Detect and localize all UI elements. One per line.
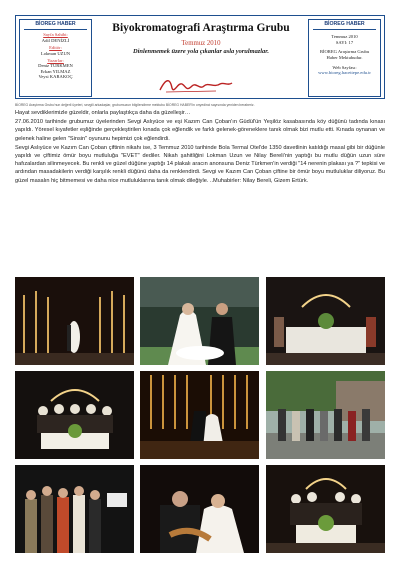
- masthead-right-box: [308, 19, 381, 97]
- right-box-title: BİOREG HABER: [324, 21, 365, 27]
- article-paragraph: 27.06.2010 tarihinde grubumuz üyelerinden Sevgi Aslıyüce ve eşi Kazım Can Çoban'ın Güdül'ün Yeşilöz kasabasında köy düğünü tadında kınası yapıldı. Yöresel kıyafetler eşliğinde gerçekleştirilen kınada çok eğlendik ve farklı gelenek-göreneklere tanık olmak bizi mutlu etti. Kınada oynanan ve gelenek haline gelen "Sinsin" oyununu hepimizi çok eğlendirdi.: [15, 119, 385, 142]
- newsletter-page: [15, 15, 385, 553]
- publisher-line: BİOREG Araştırma Grubu: [319, 49, 370, 55]
- article-body: [15, 109, 385, 185]
- wedding-photo: [15, 277, 134, 365]
- intro-notice: BİOREG Araştırma Grubu'nun değerli üyeleri, sevgili arkadaşlar, grubumuzun bilgilendirme mektubu BİOREG HABER'in onyedinci sayısında yeniden beraberiz.: [15, 103, 255, 107]
- masthead-left-box: [19, 19, 92, 97]
- wedding-photo: [15, 465, 134, 553]
- wedding-photo: [266, 371, 385, 459]
- right-box-date: Temmuz 2010: [331, 34, 358, 40]
- article-paragraph: Hayat sevdiklerimizle güzeldir, onlarla paylaştıkça daha da güzelleşir…: [15, 110, 191, 116]
- wedding-photo: [15, 371, 134, 459]
- wedding-photo: [140, 277, 259, 365]
- newsletter-header: [15, 15, 385, 99]
- wedding-photo: [140, 465, 259, 553]
- issue-date: Temmuz 2010: [181, 40, 221, 47]
- staff-name: Veysi KARAKOÇ: [38, 74, 73, 80]
- web-link[interactable]: www.bioreg.hacettepe.edu.tr: [318, 70, 371, 76]
- wedding-photo: [266, 277, 385, 365]
- divider: [313, 29, 376, 30]
- issue-number: SAYI: 17: [335, 39, 354, 45]
- photo-grid: [15, 277, 385, 555]
- staff-label: Editör:: [49, 45, 62, 51]
- staff-name: Lokman UZUN: [40, 50, 71, 56]
- staff-label: Yazarlar:: [47, 58, 64, 64]
- motto: Dinlenmemek üzere yola çıkanlar asla yorulmazlar.: [133, 48, 269, 55]
- wedding-photo: [266, 465, 385, 553]
- masthead-center: [94, 22, 308, 55]
- group-title: Biyokromatografi Araştırma Grubu: [112, 22, 290, 34]
- web-label: Web Sayfası:: [332, 65, 357, 71]
- left-box-title: BİOREG HABER: [35, 21, 76, 27]
- staff-name: Adil DENİZLİ: [41, 37, 70, 43]
- staff-label: Sayfa Sahibi:: [43, 32, 68, 38]
- publisher-line: Haber Mektubudur.: [326, 54, 363, 60]
- divider: [24, 29, 87, 30]
- signature-icon: [156, 74, 236, 96]
- article-paragraph: Sevgi Aslıyüce ve Kazım Can Çoban çiftinin nikahı ise, 3 Temmuz 2010 tarihinde Bola Termal Otel'de 1350 davetlinin katıldığı masal gibi bir düğünle yapıldı ve çiftimiz ömür boyu mutluluğa "EVET" dediler. Nikah şahitliğini Lokman Uzun ve Nilay Bereli'nin yaptığı bu mutlu düğün uzun süre hafızalardan silinmeyecek. Bu renkli ve güzel düğüne yaptığı 14 plakalı aracın anonsuna Deniz Türkmen'in verdiği "14 nerenin plakası ya ?" tepkisi ve ardından masadakilerin verdiği karşılık renkli düğünü daha da renklendirdi. Sevgi ve Kazım Can Çoban çiftine bir ömür boyu mutluluklar diliyoruz. Bu güzel masalın hiç bitmemesi ve daha nice mutluluklarına tanık olmak dileğiyle. ..Muhabirler: Nilay Bereli, Gizem Ertürk.: [15, 144, 385, 184]
- wedding-photo: [140, 371, 259, 459]
- staff-name: Erkan YILMAZ: [40, 68, 71, 74]
- staff-name: Deniz TÜRKMEN: [38, 63, 73, 69]
